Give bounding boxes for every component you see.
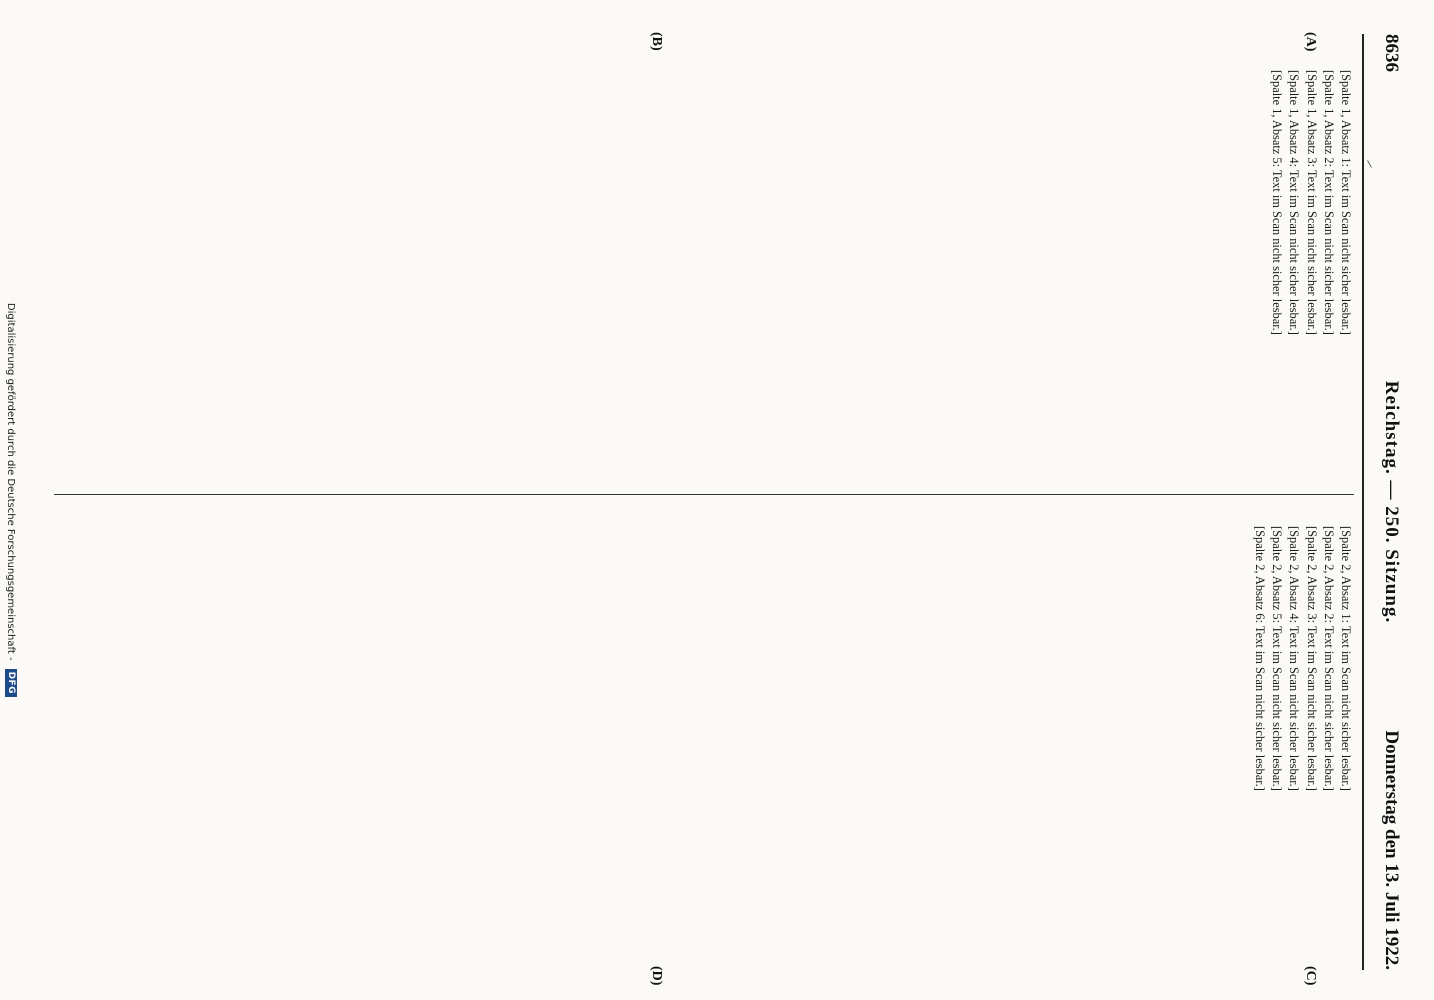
paragraph: [Spalte 2, Absatz 1: Text im Scan nicht sicher lesbar.] (1339, 526, 1353, 791)
margin-marker-d: (D) (649, 966, 664, 986)
paragraph: [Spalte 1, Absatz 1: Text im Scan nicht sicher lesbar.] (1339, 70, 1353, 335)
paragraph: [Spalte 1, Absatz 2: Text im Scan nicht sicher lesbar.] (1321, 70, 1336, 335)
dfg-logo: DFG (5, 669, 17, 698)
paragraph: [Spalte 2, Absatz 3: Text im Scan nicht sicher lesbar.] (1304, 526, 1319, 791)
column-divider (54, 494, 1354, 495)
paragraph: [Spalte 1, Absatz 4: Text im Scan nicht sicher lesbar.] (1287, 70, 1302, 335)
paragraph: [Spalte 2, Absatz 6: Text im Scan nicht sicher lesbar.] (1252, 526, 1267, 791)
credit-text: Digitalisierung gefördert durch die Deutsche Forschungsgemeinschaft - (5, 302, 17, 661)
paragraph: [Spalte 1, Absatz 3: Text im Scan nicht sicher lesbar.] (1304, 70, 1319, 335)
margin-marker-a: (A) (1303, 32, 1318, 52)
text-column-right (54, 512, 1354, 948)
margin-marker-b: (B) (649, 32, 664, 51)
paragraph: [Spalte 1, Absatz 5: Text im Scan nicht sicher lesbar.] (1270, 70, 1285, 335)
header-rule (1362, 34, 1364, 970)
digitization-credit (2, 0, 20, 1000)
session-date: Donnerstag den 13. Juli 1922. (1381, 730, 1402, 970)
page-header (1366, 34, 1410, 970)
margin-marker-c: (C) (1303, 966, 1318, 986)
paragraph: [Spalte 2, Absatz 5: Text im Scan nicht sicher lesbar.] (1270, 526, 1285, 791)
page-number: 8636 (1381, 34, 1402, 72)
paragraph: [Spalte 2, Absatz 2: Text im Scan nicht sicher lesbar.] (1321, 526, 1336, 791)
text-column-left (54, 56, 1354, 492)
chamber-session-title: Reichstag. — 250. Sitzung. (1381, 380, 1402, 624)
paragraph: [Spalte 2, Absatz 4: Text im Scan nicht sicher lesbar.] (1287, 526, 1302, 791)
